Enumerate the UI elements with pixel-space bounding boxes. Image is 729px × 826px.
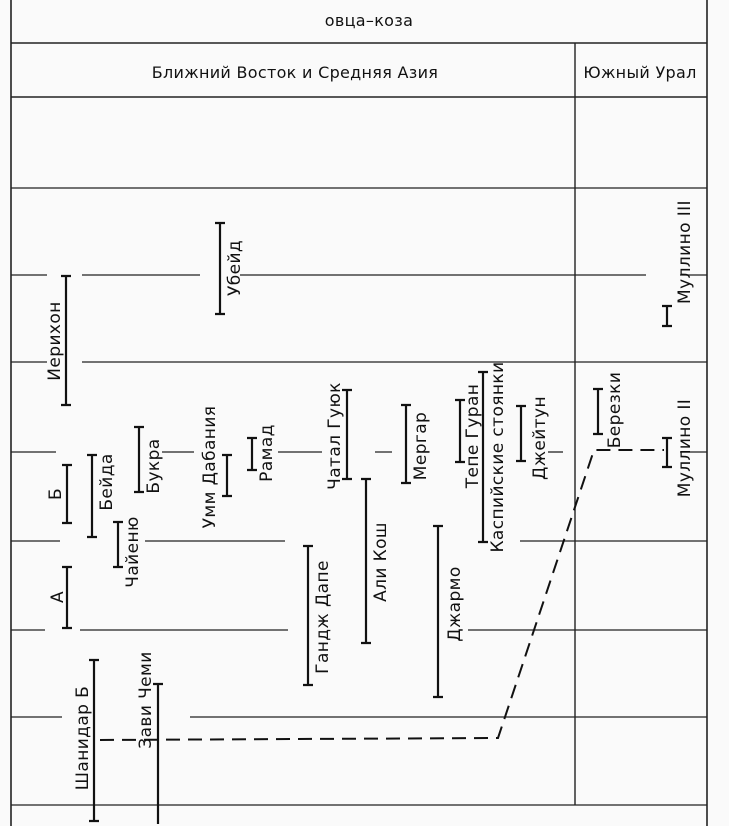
label-b-phase: Б xyxy=(46,487,66,501)
label-djeitun: Джейтун xyxy=(530,396,550,480)
label-jericho: Иерихон xyxy=(45,301,65,381)
label-shanidar: Шанидар Б xyxy=(73,685,93,791)
label-mergar: Мергар xyxy=(411,411,431,481)
range-bar-cayonu xyxy=(113,522,123,567)
range-bar-bukra xyxy=(134,427,144,492)
label-mullino2: Муллино II xyxy=(675,398,695,498)
label-catal-huyuk: Чатал Гуюк xyxy=(325,382,345,490)
range-bar-djeitun xyxy=(516,406,526,461)
range-bar-mullino2 xyxy=(662,438,672,467)
range-bar-beida xyxy=(87,455,97,537)
label-ali-kosh: Али Кош xyxy=(371,522,391,602)
label-beida: Бейда xyxy=(97,453,117,511)
range-bar-umm-dabaghiya xyxy=(222,455,232,496)
label-mullino3: Муллино III xyxy=(675,200,695,304)
range-bar-ali-kosh xyxy=(361,479,371,643)
range-bar-mullino3 xyxy=(662,306,672,326)
label-cayonu: Чайеню xyxy=(123,516,143,588)
range-bar-ramad xyxy=(247,438,257,470)
label-zawi-chemi: Зави Чеми xyxy=(136,651,156,749)
time-band-lines xyxy=(11,188,707,717)
label-ganj-dareh: Гандж Дапе xyxy=(313,560,333,674)
range-bar-ganj-dareh xyxy=(303,546,313,685)
label-a-phase: А xyxy=(48,590,68,604)
label-tepe-guran: Тепе Гуран xyxy=(463,383,483,489)
region-south-urals-label: Южный Урал xyxy=(583,63,697,82)
range-bar-jarmo xyxy=(433,526,443,697)
range-bar-ubeid xyxy=(215,223,225,314)
range-bar-berezki xyxy=(593,389,603,434)
range-bar-mergar xyxy=(401,405,411,483)
label-ramad: Рамад xyxy=(257,424,277,482)
table-title: овца–коза xyxy=(324,11,414,30)
label-jarmo: Джармо xyxy=(445,566,465,642)
label-ubeid: Убейд xyxy=(225,239,245,297)
label-umm-dabaghiya: Умм Дабания xyxy=(200,405,220,529)
region-near-east-label: Ближний Восток и Средняя Азия xyxy=(151,63,439,82)
label-caspian: Каспийские стоянки xyxy=(488,361,508,553)
label-bukra: Букра xyxy=(144,438,164,494)
label-berezki: Березки xyxy=(605,371,625,449)
